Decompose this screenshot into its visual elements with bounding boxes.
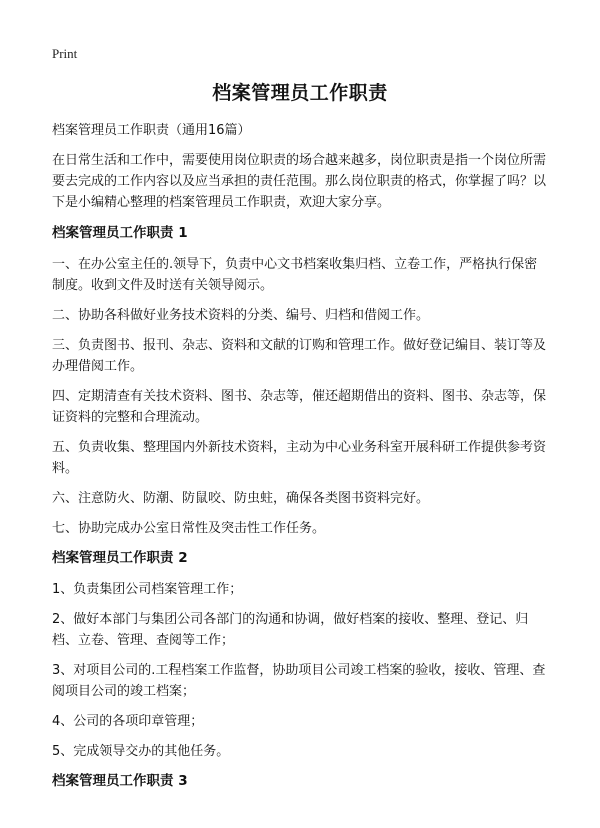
list-item: 1、负责集团公司档案管理工作； bbox=[52, 582, 243, 597]
list-item: 七、协助完成办公室日常性及突击性工作任务。 bbox=[52, 521, 326, 536]
list-item: 四、定期清查有关技术资料、图书、杂志等，催还超期借出的资料、图书、杂志等，保证资料的完整和合理流动。 bbox=[52, 389, 547, 425]
section-1 bbox=[52, 223, 550, 539]
list-item: 5、完成领导交办的其他任务。 bbox=[52, 744, 230, 759]
section-2 bbox=[52, 548, 550, 762]
print-link[interactable]: Print bbox=[52, 46, 78, 61]
list-item: 2、做好本部门与集团公司各部门的沟通和协调，做好档案的接收、整理、登记、归档、立卷、管理、查阅等工作； bbox=[52, 612, 529, 648]
section-heading: 档案管理员工作职责 2 bbox=[52, 550, 188, 566]
list-item: 4、公司的各项印章管理； bbox=[52, 714, 204, 729]
section-heading: 档案管理员工作职责 3 bbox=[52, 773, 188, 789]
document-subtitle: 档案管理员工作职责（通用16篇） bbox=[52, 123, 251, 138]
section-heading: 档案管理员工作职责 1 bbox=[52, 225, 188, 241]
list-item: 六、注意防火、防潮、防鼠咬、防虫蛀，确保各类图书资料完好。 bbox=[52, 491, 430, 506]
list-item: 一、在办公室主任的.领导下，负责中心文书档案收集归档、立卷工作，严格执行保密制度。收到文件及时送有关领导阅示。 bbox=[52, 257, 538, 293]
list-item: 三、负责图书、报刊、杂志、资料和文献的订购和管理工作。做好登记编目、装订等及办理借阅工作。 bbox=[52, 338, 547, 374]
list-item: 3、对项目公司的.工程档案工作监督，协助项目公司竣工档案的验收，接收、管理、查阅项目公司的竣工档案； bbox=[52, 663, 546, 699]
document-body bbox=[52, 120, 550, 802]
intro-paragraph: 在日常生活和工作中，需要使用岗位职责的场合越来越多，岗位职责是指一个岗位所需要去完成的工作内容以及应当承担的责任范围。那么岗位职责的格式，你掌握了吗？以下是小编精心整理的档案管理员工作职责，欢迎大家分享。 bbox=[52, 153, 547, 210]
section-3 bbox=[52, 771, 550, 792]
page-title: 档案管理员工作职责 bbox=[212, 82, 388, 104]
list-item: 五、负责收集、整理国内外新技术资料，主动为中心业务科室开展科研工作提供参考资料。 bbox=[52, 440, 547, 476]
list-item: 二、协助各科做好业务技术资料的分类、编号、归档和借阅工作。 bbox=[52, 308, 430, 323]
